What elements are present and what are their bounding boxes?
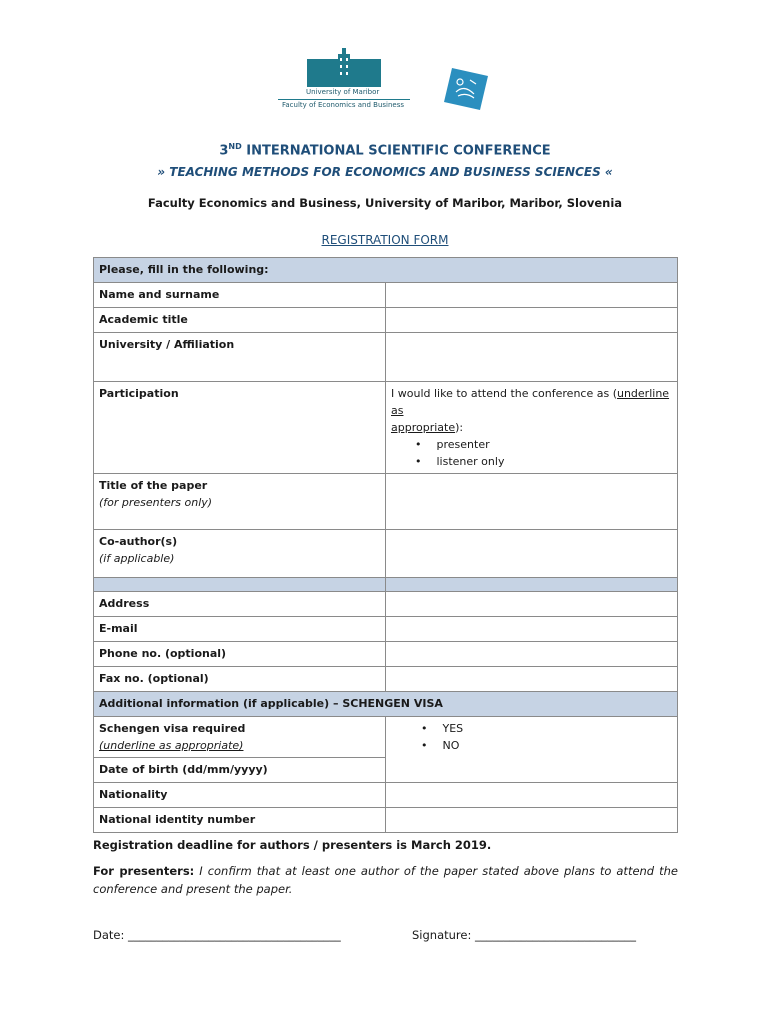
university-logo <box>278 48 410 110</box>
coauthors-label <box>94 530 386 578</box>
form-title: REGISTRATION FORM <box>321 233 449 247</box>
intro-row: Please, fill in the following: <box>94 258 678 283</box>
address-field[interactable] <box>386 592 678 617</box>
paper-title-text: Title of the paper <box>99 479 208 492</box>
national-id-field[interactable] <box>386 808 678 833</box>
paper-title-field[interactable] <box>386 474 678 530</box>
email-field[interactable] <box>386 617 678 642</box>
paper-title-label <box>94 474 386 530</box>
additional-info-row: Additional information (if applicable) – SCHENGEN VISA <box>94 692 678 717</box>
coauthors-text: Co-author(s) <box>99 535 178 548</box>
phone-label: Phone no. (optional) <box>94 642 386 667</box>
national-id-label: National identity number <box>94 808 386 833</box>
building-icon <box>336 48 352 84</box>
registration-table <box>93 257 678 833</box>
participation-field[interactable] <box>386 382 678 474</box>
academic-title-label: Academic title <box>94 308 386 333</box>
option-listener[interactable]: • listener only <box>437 453 672 470</box>
participation-label: Participation <box>94 382 386 474</box>
faculty-emblem-icon <box>444 66 488 110</box>
option-yes[interactable]: • YES <box>443 720 672 737</box>
nationality-label: Nationality <box>94 783 386 808</box>
option-presenter[interactable]: • presenter <box>437 436 672 453</box>
university-label: University / Affiliation <box>94 333 386 382</box>
presenters-statement <box>93 862 678 898</box>
participation-text: I would like to attend the conference as ( <box>391 387 617 400</box>
separator-cell <box>386 578 678 592</box>
nationality-field[interactable] <box>386 783 678 808</box>
logo-faculty-text: Faculty of Economics and Business <box>282 101 405 109</box>
option-no[interactable]: • NO <box>443 737 672 754</box>
conference-subtitle: » TEACHING METHODS FOR ECONOMICS AND BUSINESS SCIENCES « <box>157 165 613 179</box>
separator-cell <box>94 578 386 592</box>
participation-underline-2: appropriate <box>391 421 456 434</box>
schengen-label <box>94 717 386 758</box>
schengen-note: (underline as appropriate) <box>99 739 244 752</box>
paper-title-note: (for presenters only) <box>99 496 213 509</box>
schengen-field[interactable] <box>386 717 678 783</box>
presenters-text: I confirm that at least one author of the paper stated above plans to attend the conference and present the paper. <box>93 864 678 896</box>
coauthors-note: (if applicable) <box>99 552 175 565</box>
coauthors-field[interactable] <box>386 530 678 578</box>
name-field[interactable] <box>386 283 678 308</box>
fax-field[interactable] <box>386 667 678 692</box>
logo-divider <box>278 99 410 100</box>
conference-title: 3ND INTERNATIONAL SCIENTIFIC CONFERENCE <box>219 142 551 159</box>
academic-title-field[interactable] <box>386 308 678 333</box>
signature-line[interactable]: Signature: ____________________________ <box>412 928 637 942</box>
fax-label: Fax no. (optional) <box>94 667 386 692</box>
name-label: Name and surname <box>94 283 386 308</box>
email-label: E-mail <box>94 617 386 642</box>
address-label: Address <box>94 592 386 617</box>
date-line[interactable]: Date: _____________________________________ <box>93 928 341 942</box>
participation-end: ): <box>455 421 464 434</box>
participation-underline: underline as <box>391 387 670 417</box>
dob-label: Date of birth (dd/mm/yyyy) <box>94 758 386 783</box>
logo-university-text: University of Maribor <box>306 88 380 96</box>
university-field[interactable] <box>386 333 678 382</box>
phone-field[interactable] <box>386 642 678 667</box>
deadline-text: Registration deadline for authors / presenters is March 2019. <box>93 838 492 852</box>
schengen-text: Schengen visa required <box>99 722 246 735</box>
presenters-bold: For presenters: <box>93 864 195 878</box>
faculty-line: Faculty Economics and Business, University of Maribor, Maribor, Slovenia <box>147 196 623 210</box>
